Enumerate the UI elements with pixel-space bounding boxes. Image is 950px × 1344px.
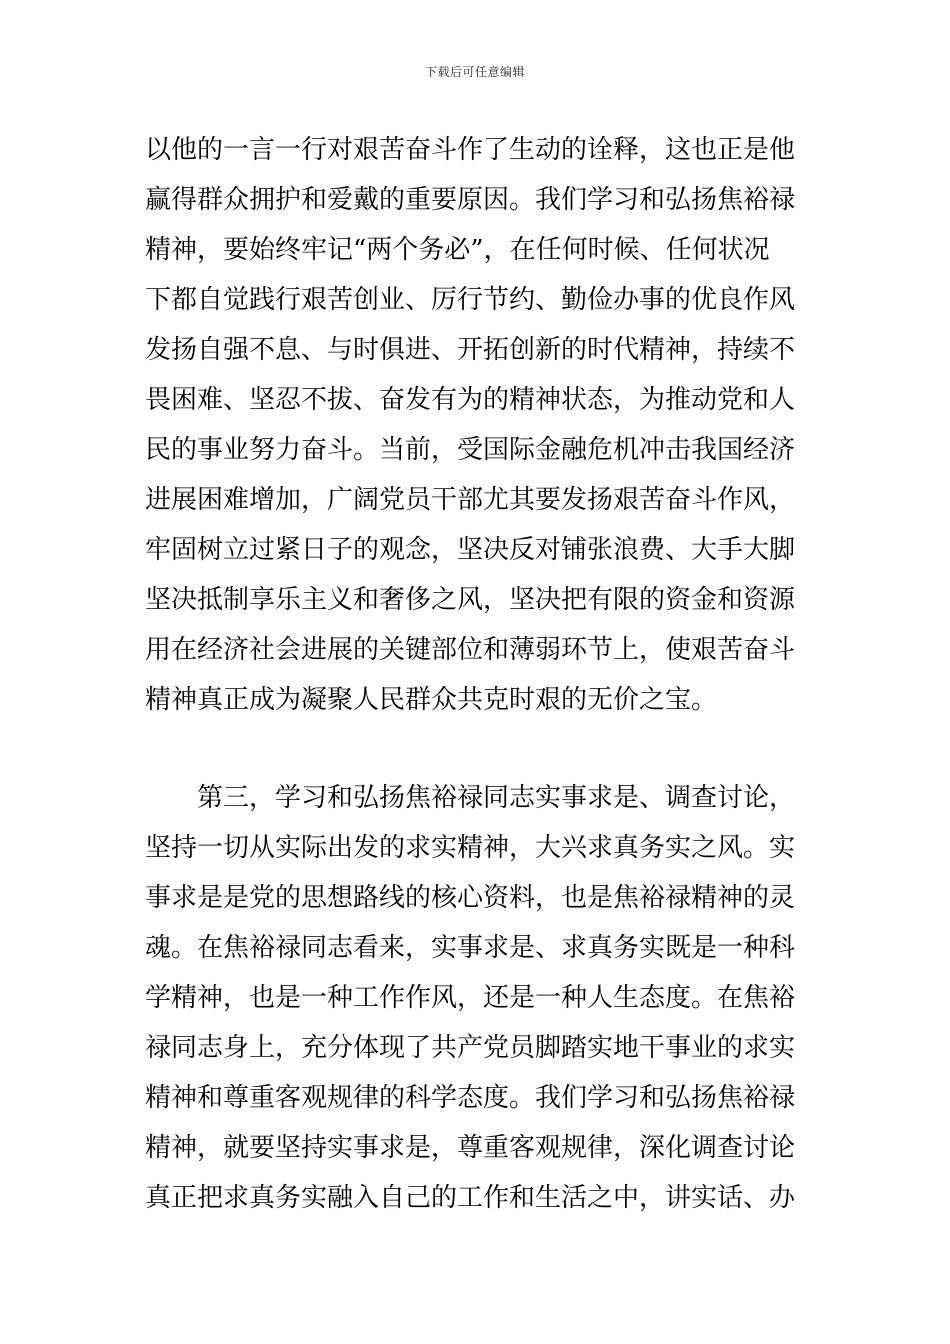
text-line: 坚决抵制享乐主义和奢侈之风，坚决把有限的资金和资源: [145, 585, 796, 615]
text-line: 畏困难、坚忍不拔、奋发有为的精神状态，为推动党和人: [145, 385, 796, 415]
header-note: 下载后可任意编辑: [424, 65, 525, 79]
text-line: 精神和尊重客观规律的科学态度。我们学习和弘扬焦裕禄: [145, 1083, 796, 1113]
text-line: 禄同志身上，充分体现了共产党员脚踏实地干事业的求实: [145, 1033, 796, 1063]
text-line: 牢固树立过紧日子的观念，坚决反对铺张浪费、大手大脚: [145, 535, 796, 565]
text-line: 用在经济社会进展的关键部位和薄弱环节上，使艰苦奋斗: [145, 635, 796, 665]
text-line: 真正把求真务实融入自己的工作和生活之中，讲实话、办: [145, 1183, 796, 1213]
text-line: 精神真正成为凝聚人民群众共克时艰的无价之宝。: [145, 685, 718, 715]
text-line: 事求是是党的思想路线的核心资料，也是焦裕禄精神的灵: [145, 883, 796, 913]
paragraph-2: [145, 773, 815, 1223]
text-line: 进展困难增加，广阔党员干部尤其要发扬艰苦奋斗作风，: [145, 485, 796, 515]
text-line: 发扬自强不息、与时俱进、开拓创新的时代精神，持续不: [145, 335, 796, 365]
text-line: 赢得群众拥护和爱戴的重要原因。我们学习和弘扬焦裕禄: [145, 185, 796, 215]
text-line: 坚持一切从实际出发的求实精神，大兴求真务实之风。实: [145, 833, 796, 863]
text-line-first: 第三，学习和弘扬焦裕禄同志实事求是、调查讨论，: [197, 783, 796, 813]
text-line: 学精神，也是一种工作作风，还是一种人生态度。在焦裕: [145, 983, 796, 1013]
text-line: 以他的一言一行对艰苦奋斗作了生动的诠释，这也正是他: [145, 135, 796, 165]
text-line: 民的事业努力奋斗。当前，受国际金融危机冲击我国经济: [145, 435, 796, 465]
text-line: 下都自觉践行艰苦创业、厉行节约、勤俭办事的优良作风: [145, 285, 796, 315]
text-line: 魂。在焦裕禄同志看来，实事求是、求真务实既是一种科: [145, 933, 796, 963]
text-line: 精神，要始终牢记“两个务必”，在任何时候、任何状况: [145, 235, 770, 265]
paragraph-1: [145, 125, 815, 725]
text-line: 精神，就要坚持实事求是，尊重客观规律，深化调查讨论: [145, 1133, 796, 1163]
